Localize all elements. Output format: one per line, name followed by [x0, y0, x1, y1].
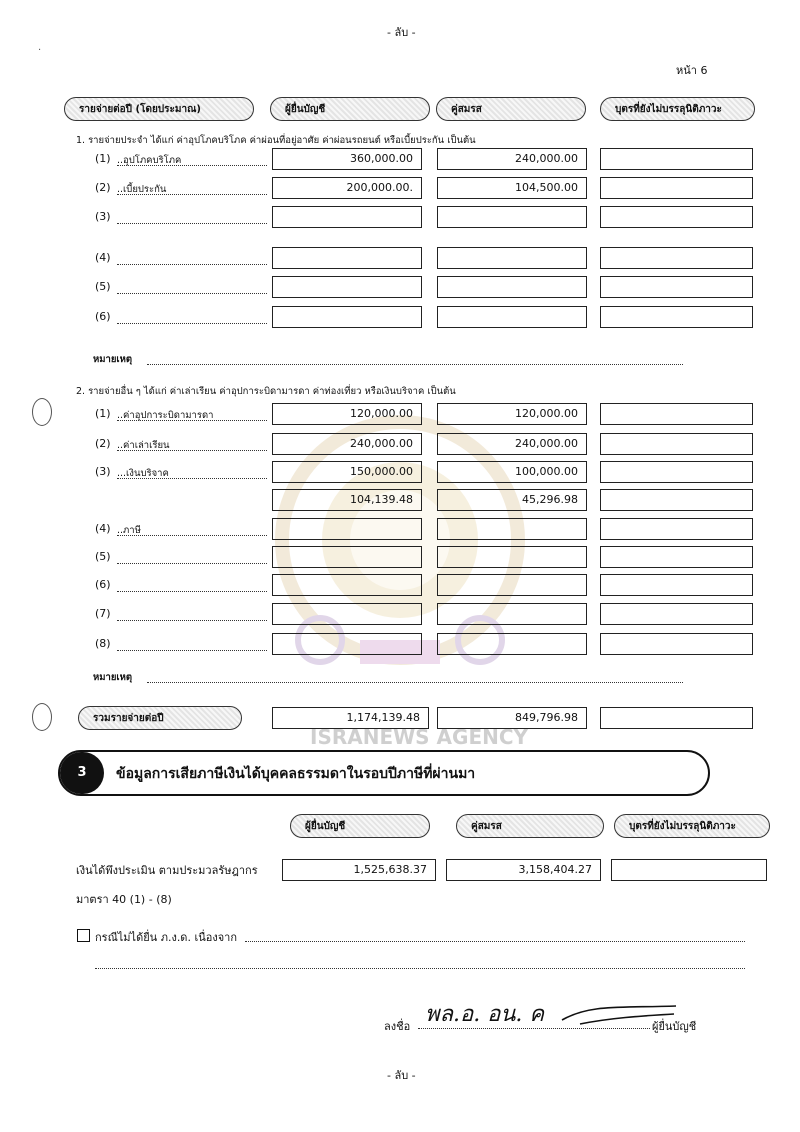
signature-suffix: ผู้ยื่นบัญชี	[652, 1020, 697, 1033]
other-child-cell	[600, 461, 753, 483]
regular-row-dotline	[117, 264, 267, 265]
note-line-2	[147, 682, 683, 683]
other-row-number: (6)	[95, 578, 111, 591]
other-spouse-cell: 100,000.00	[437, 461, 587, 483]
regular-child-cell	[600, 148, 753, 170]
regular-filer-cell	[272, 247, 422, 269]
regular-row-dotline	[117, 323, 267, 324]
section3-banner	[58, 750, 710, 796]
regular-row-number: (4)	[95, 251, 111, 264]
scan-speck: .	[38, 42, 42, 53]
regular-row-dotline	[117, 165, 267, 166]
punch-hole-top	[32, 398, 52, 426]
regular-child-cell	[600, 247, 753, 269]
regular-row-dotline	[117, 293, 267, 294]
not-filed-label: กรณีไม่ได้ยื่น ภ.ง.ด. เนื่องจาก	[95, 931, 237, 944]
total-spouse-value: 849,796.98	[437, 707, 587, 729]
regular-row-label: ..เบี้ยประกัน	[117, 184, 167, 195]
regular-expense-heading: 1. รายจ่ายประจำ ได้แก่ ค่าอุปโภคบริโภค ค่าผ่อนที่อยู่อาศัย ค่าผ่อนรถยนต์ หรือเบี้ยประกัน เป็นต้น	[76, 135, 476, 146]
regular-spouse-cell: 240,000.00	[437, 148, 587, 170]
regular-filer-cell: 360,000.00	[272, 148, 422, 170]
other-child-cell	[600, 633, 753, 655]
not-filed-checkbox[interactable]	[77, 929, 90, 942]
other-row-dotline	[117, 535, 267, 536]
other-row-dotline	[117, 420, 267, 421]
income-label: เงินได้พึงประเมิน ตามประมวลรัษฎากร	[76, 864, 258, 877]
other-child-cell	[600, 433, 753, 455]
other-child-cell	[600, 489, 753, 511]
signature-handwritten: พล.อ. อน. ค	[425, 1002, 545, 1027]
other-row-number: (8)	[95, 637, 111, 650]
punch-hole-bottom	[32, 703, 52, 731]
regular-row-dotline	[117, 194, 267, 195]
total-filer-value: 1,174,139.48	[272, 707, 429, 729]
regular-filer-cell	[272, 206, 422, 228]
other-child-cell	[600, 574, 753, 596]
regular-filer-cell	[272, 276, 422, 298]
other-filer-cell: 240,000.00	[272, 433, 422, 455]
other-filer-cell	[272, 633, 422, 655]
other-child-cell	[600, 518, 753, 540]
s3-col-header-filer: ผู้ยื่นบัญชี	[290, 814, 430, 838]
regular-child-cell	[600, 306, 753, 328]
regular-row-number: (5)	[95, 280, 111, 293]
col-header-filer: ผู้ยื่นบัญชี	[270, 97, 430, 121]
regular-filer-cell: 200,000.00.	[272, 177, 422, 199]
not-filed-line-2	[95, 968, 745, 969]
regular-row-label: ..อุปโภคบริโภค	[117, 155, 182, 166]
other-row-number: (5)	[95, 550, 111, 563]
other-spouse-cell	[437, 633, 587, 655]
page-number: หน้า 6	[676, 64, 708, 77]
col-header-child: บุตรที่ยังไม่บรรลุนิติภาวะ	[600, 97, 755, 121]
other-filer-cell: 150,000.00	[272, 461, 422, 483]
regular-spouse-cell	[437, 276, 587, 298]
other-filer-cell: 120,000.00	[272, 403, 422, 425]
other-spouse-cell	[437, 603, 587, 625]
s3-col-header-child: บุตรที่ยังไม่บรรลุนิติภาวะ	[614, 814, 770, 838]
regular-spouse-cell: 104,500.00	[437, 177, 587, 199]
other-filer-cell	[272, 574, 422, 596]
regular-child-cell	[600, 276, 753, 298]
regular-spouse-cell	[437, 247, 587, 269]
other-row-dotline	[117, 563, 267, 564]
other-row-dotline	[117, 650, 267, 651]
not-filed-line-1	[245, 941, 745, 942]
regular-row-number: (3)	[95, 210, 111, 223]
income-filer-value: 1,525,638.37	[282, 859, 436, 881]
other-spouse-cell: 240,000.00	[437, 433, 587, 455]
header-classification: - ลับ -	[387, 26, 416, 39]
watermark-agency-text: ISRANEWS AGENCY	[310, 725, 529, 749]
section3-title: ข้อมูลการเสียภาษีเงินได้บุคคลธรรมดาในรอบปีภาษีที่ผ่านมา	[116, 766, 476, 782]
regular-child-cell	[600, 206, 753, 228]
other-filer-cell	[272, 603, 422, 625]
other-row-number: (1)	[95, 407, 111, 420]
other-child-cell	[600, 546, 753, 568]
other-filer-cell: 104,139.48	[272, 489, 422, 511]
regular-filer-cell	[272, 306, 422, 328]
income-label-2: มาตรา 40 (1) - (8)	[76, 893, 172, 906]
other-row-label: ..ภาษี	[117, 525, 141, 536]
regular-row-number: (2)	[95, 181, 111, 194]
other-row-number: (4)	[95, 522, 111, 535]
col-header-spouse: คู่สมรส	[436, 97, 586, 121]
other-spouse-cell	[437, 546, 587, 568]
section3-number: 3	[60, 752, 104, 794]
regular-row-dotline	[117, 223, 267, 224]
regular-spouse-cell	[437, 206, 587, 228]
signature-prefix: ลงชื่อ	[384, 1020, 411, 1033]
total-child-value	[600, 707, 753, 729]
other-spouse-cell	[437, 574, 587, 596]
other-row-dotline	[117, 591, 267, 592]
regular-row-number: (1)	[95, 152, 111, 165]
note-label-1: หมายเหตุ	[93, 354, 133, 365]
regular-row-number: (6)	[95, 310, 111, 323]
other-expense-heading: 2. รายจ่ายอื่น ๆ ได้แก่ ค่าเล่าเรียน ค่าอุปการะบิดามารดา ค่าท่องเที่ยว หรือเงินบริจาค เป็นต้น	[76, 386, 456, 397]
other-row-dotline	[117, 620, 267, 621]
note-label-2: หมายเหตุ	[93, 672, 133, 683]
other-child-cell	[600, 603, 753, 625]
other-filer-cell	[272, 518, 422, 540]
other-row-dotline	[117, 450, 267, 451]
expense-section-title: รายจ่ายต่อปี (โดยประมาณ)	[64, 97, 254, 121]
other-row-number: (2)	[95, 437, 111, 450]
other-spouse-cell: 120,000.00	[437, 403, 587, 425]
other-child-cell	[600, 403, 753, 425]
other-row-label: ...เงินบริจาค	[117, 468, 169, 479]
other-spouse-cell	[437, 518, 587, 540]
s3-col-header-spouse: คู่สมรส	[456, 814, 604, 838]
other-row-dotline	[117, 478, 267, 479]
note-line-1	[147, 364, 683, 365]
other-row-number: (3)	[95, 465, 111, 478]
income-spouse-value: 3,158,404.27	[446, 859, 601, 881]
other-filer-cell	[272, 546, 422, 568]
income-child-value	[611, 859, 767, 881]
other-row-number: (7)	[95, 607, 111, 620]
other-row-label: ..ค่าเล่าเรียน	[117, 440, 170, 451]
total-expense-label: รวมรายจ่ายต่อปี	[78, 706, 242, 730]
regular-spouse-cell	[437, 306, 587, 328]
other-row-label: ..ค่าอุปการะบิดามารดา	[117, 410, 214, 421]
footer-classification: - ลับ -	[387, 1069, 416, 1082]
other-spouse-cell: 45,296.98	[437, 489, 587, 511]
regular-child-cell	[600, 177, 753, 199]
